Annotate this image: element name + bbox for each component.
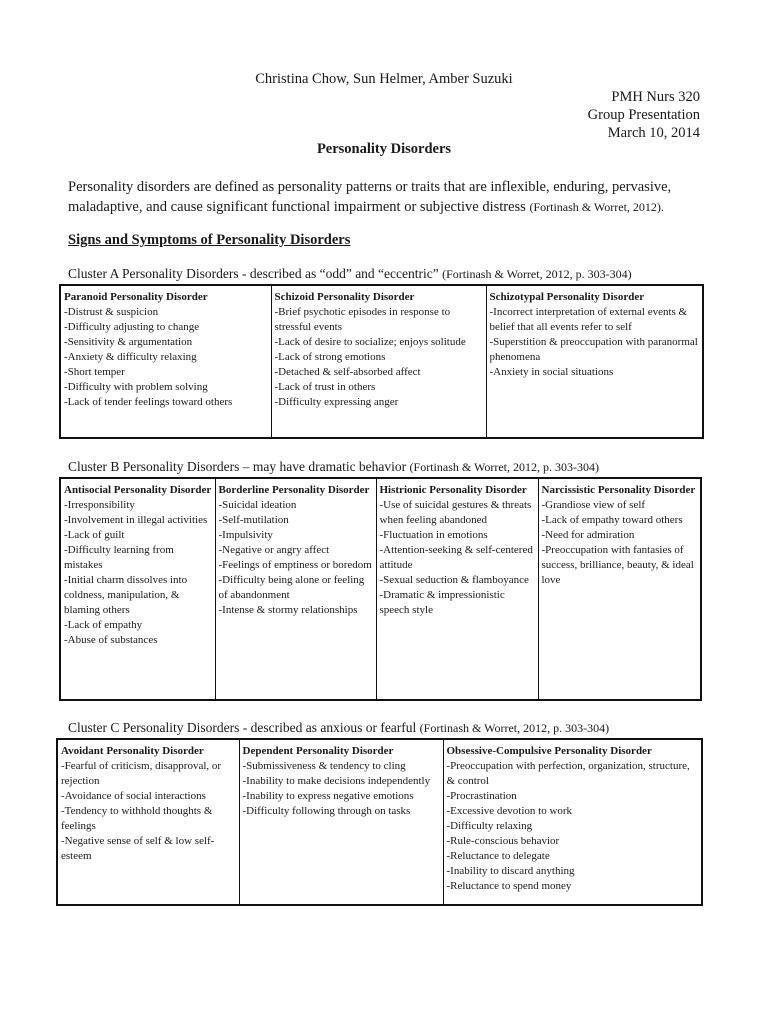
table-cell (443, 739, 702, 905)
disorder-title: Dependent Personality Disorder (242, 745, 394, 757)
symptom-item: -Lack of guilt (64, 529, 125, 541)
symptom-item: -Anxiety in social situations (489, 366, 614, 378)
symptom-item: -Avoidance of social interactions (61, 790, 206, 802)
section-heading: Signs and Symptoms of Personality Disorders (68, 232, 351, 248)
cluster-a-heading-text: Cluster A Personality Disorders - described as “odd” and “eccentric” (68, 266, 439, 281)
table-cell (271, 285, 486, 438)
cluster-a-table (59, 284, 704, 439)
symptom-item: -Need for admiration (541, 529, 635, 541)
disorder-title: Obsessive-Compulsive Personality Disorder (446, 745, 652, 757)
disorder-title: Paranoid Personality Disorder (64, 291, 208, 303)
course-name: PMH Nurs 320 (611, 89, 700, 105)
symptom-item: -Inability to express negative emotions (242, 790, 414, 802)
cluster-a-citation: (Fortinash & Worret, 2012, p. 303-304) (442, 267, 632, 281)
table-cell (60, 478, 215, 700)
symptom-item: -Suicidal ideation (218, 499, 297, 511)
symptom-item: -Initial charm dissolves into coldness, manipulation, & blaming others (64, 574, 188, 616)
intro-citation: (Fortinash & Worret, 2012). (529, 200, 664, 214)
symptom-item: -Involvement in illegal activities (64, 514, 208, 526)
cluster-b-heading-text: Cluster B Personality Disorders – may have dramatic behavior (68, 459, 407, 474)
symptom-item: -Preoccupation with fantasies of success, brilliance, beauty, & ideal love (541, 544, 694, 586)
symptom-item: -Difficulty with problem solving (64, 381, 208, 393)
symptom-item: -Anxiety & difficulty relaxing (64, 351, 197, 363)
symptom-item: -Difficulty adjusting to change (64, 321, 200, 333)
table-cell (57, 739, 239, 905)
symptom-item: -Feelings of emptiness or boredom (218, 559, 372, 571)
symptom-item: -Inability to discard anything (446, 865, 575, 877)
symptom-item: -Sensitivity & argumentation (64, 336, 193, 348)
symptom-item: -Abuse of substances (64, 634, 158, 646)
symptom-item: -Lack of tender feelings toward others (64, 396, 233, 408)
cluster-a-heading (68, 266, 632, 282)
symptom-item: -Lack of trust in others (274, 381, 376, 393)
cluster-c-table (56, 738, 703, 906)
symptom-item: -Negative or angry affect (218, 544, 330, 556)
authors: Christina Chow, Sun Helmer, Amber Suzuki (255, 71, 513, 87)
symptom-item: -Reluctance to spend money (446, 880, 572, 892)
cluster-b-heading (68, 459, 599, 475)
symptom-item: -Irresponsibility (64, 499, 135, 511)
symptom-item: -Lack of desire to socialize; enjoys solitude (274, 336, 466, 348)
cluster-b-citation: (Fortinash & Worret, 2012, p. 303-304) (409, 460, 600, 474)
symptom-item: -Distrust & suspicion (64, 306, 159, 318)
symptom-item: -Incorrect interpretation of external events & belief that all events refer to self (489, 306, 688, 333)
symptom-item: -Preoccupation with perfection, organization, structure, & control (446, 760, 690, 787)
symptom-item: -Lack of empathy (64, 619, 143, 631)
table-row (57, 739, 702, 905)
symptom-item: -Inability to make decisions independently (242, 775, 431, 787)
table-row (60, 478, 701, 700)
disorder-title: Schizotypal Personality Disorder (489, 291, 645, 303)
symptom-item: -Difficulty expressing anger (274, 396, 399, 408)
disorder-title: Schizoid Personality Disorder (274, 291, 415, 303)
table-cell (376, 478, 538, 700)
table-row (60, 285, 703, 438)
disorder-title: Histrionic Personality Disorder (379, 484, 527, 496)
symptom-item: -Difficulty relaxing (446, 820, 533, 832)
symptom-item: -Impulsivity (218, 529, 273, 541)
symptom-item: -Difficulty being alone or feeling of abandonment (218, 574, 365, 601)
table-cell (486, 285, 703, 438)
symptom-item: -Lack of empathy toward others (541, 514, 683, 526)
symptom-item: -Difficulty learning from mistakes (64, 544, 174, 571)
symptom-item: -Procrastination (446, 790, 517, 802)
symptom-item: -Self-mutilation (218, 514, 289, 526)
assignment-name: Group Presentation (587, 107, 700, 123)
symptom-item: -Fearful of criticism, disapproval, or rejection (61, 760, 222, 787)
symptom-item: -Submissiveness & tendency to cling (242, 760, 406, 772)
disorder-title: Narcissistic Personality Disorder (541, 484, 696, 496)
symptom-item: -Use of suicidal gestures & threats when feeling abandoned (379, 499, 532, 526)
symptom-item: -Fluctuation in emotions (379, 529, 488, 541)
symptom-item: -Brief psychotic episodes in response to stressful events (274, 306, 451, 333)
symptom-item: -Difficulty following through on tasks (242, 805, 411, 817)
cluster-c-citation: (Fortinash & Worret, 2012, p. 303-304) (419, 721, 610, 735)
cluster-b-table (59, 477, 702, 701)
symptom-item: -Dramatic & impressionistic speech style (379, 589, 505, 616)
disorder-title: Avoidant Personality Disorder (61, 745, 204, 757)
symptom-item: -Attention-seeking & self-centered attitude (379, 544, 533, 571)
symptom-item: -Lack of strong emotions (274, 351, 386, 363)
cluster-c-heading (68, 720, 609, 736)
document-date: March 10, 2014 (607, 125, 700, 141)
table-cell (60, 285, 271, 438)
symptom-item: -Intense & stormy relationships (218, 604, 358, 616)
symptom-item: -Negative sense of self & low self-esteem (61, 835, 215, 862)
disorder-title: Antisocial Personality Disorder (64, 484, 212, 496)
table-cell (538, 478, 701, 700)
symptom-item: -Grandiose view of self (541, 499, 646, 511)
table-cell (239, 739, 443, 905)
symptom-item: -Superstition & preoccupation with paranormal phenomena (489, 336, 698, 363)
table-cell (215, 478, 376, 700)
intro-paragraph (68, 177, 708, 217)
symptom-item: -Short temper (64, 366, 125, 378)
symptom-item: -Tendency to withhold thoughts & feelings (61, 805, 213, 832)
symptom-item: -Reluctance to delegate (446, 850, 550, 862)
intro-text: Personality disorders are defined as personality patterns or traits that are inflexible, enduring, pervasive, maladaptive, and cause significant functional impairment or subjective distress (68, 179, 672, 215)
symptom-item: -Detached & self-absorbed affect (274, 366, 421, 378)
symptom-item: -Rule-conscious behavior (446, 835, 560, 847)
symptom-item: -Excessive devotion to work (446, 805, 573, 817)
cluster-c-heading-text: Cluster C Personality Disorders - described as anxious or fearful (68, 720, 417, 735)
page-title: Personality Disorders (316, 141, 452, 157)
disorder-title: Borderline Personality Disorder (218, 484, 370, 496)
symptom-item: -Sexual seduction & flamboyance (379, 574, 529, 586)
